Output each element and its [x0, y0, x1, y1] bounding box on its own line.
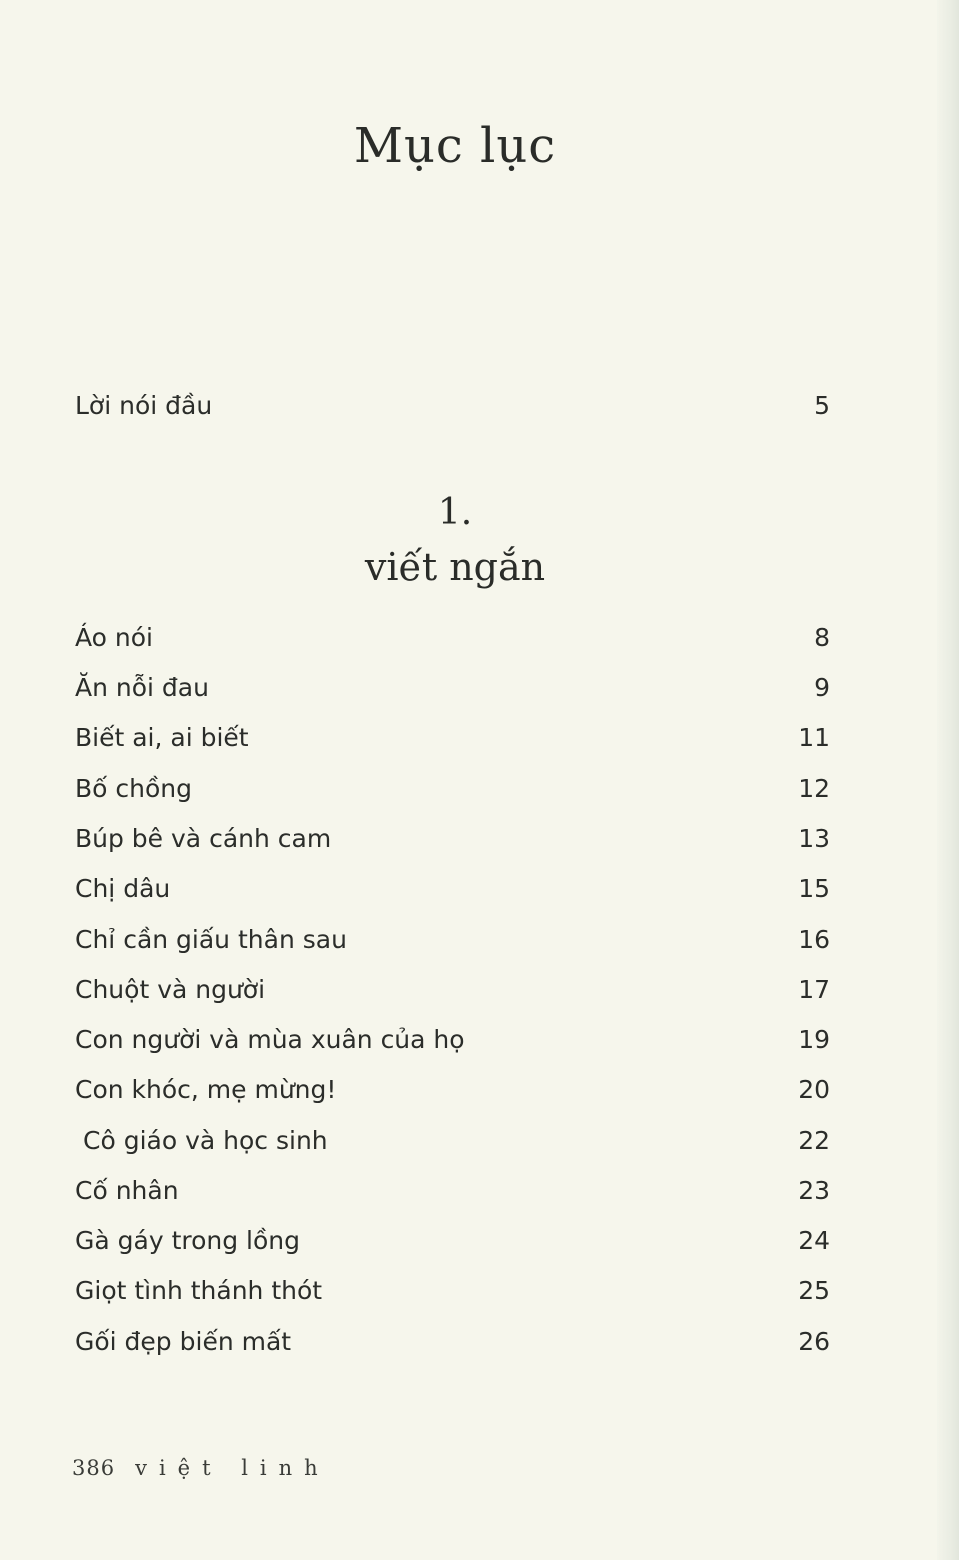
toc-entry-page: 24: [798, 1226, 830, 1255]
toc-row: [75, 1171, 830, 1211]
toc-row: [75, 1322, 830, 1362]
toc-row: [75, 920, 830, 960]
toc-entry-title: Giọt tình thánh thót: [75, 1276, 323, 1305]
toc-row: [75, 1271, 830, 1311]
toc-entry-page: 5: [814, 391, 830, 420]
toc-entry-title: Bố chồng: [75, 774, 192, 803]
toc-entry-page: 15: [798, 874, 830, 903]
page-edge: [937, 0, 959, 1560]
toc-entry-title: Con người và mùa xuân của họ: [75, 1025, 465, 1054]
toc-entry-page: 19: [798, 1025, 830, 1054]
toc-row: [75, 618, 830, 658]
section-title: viết ngắn: [364, 545, 546, 589]
toc-entry-page: 8: [814, 623, 830, 652]
toc-entry-title: Áo nói: [75, 623, 153, 652]
toc-intro-row: [75, 386, 830, 426]
toc-row: [75, 819, 830, 859]
footer-page-number: 386: [72, 1456, 116, 1480]
toc-row: [75, 769, 830, 809]
toc-row: [75, 1221, 830, 1261]
toc-entry-page: 26: [798, 1327, 830, 1356]
toc-entry-title: Gối đẹp biến mất: [75, 1327, 292, 1356]
toc-entry-page: 25: [798, 1276, 830, 1305]
toc-entry-title: Búp bê và cánh cam: [75, 824, 332, 853]
toc-entry-title: Cô giáo và học sinh: [83, 1126, 328, 1155]
toc-entry-page: 9: [814, 673, 830, 702]
toc-entry-title: Ăn nỗi đau: [75, 673, 209, 702]
toc-entry-title: Cố nhân: [75, 1176, 179, 1205]
toc-entry-page: 23: [798, 1176, 830, 1205]
toc-entry-title: Chỉ cần giấu thân sau: [75, 925, 347, 954]
section-number: 1.: [437, 492, 473, 533]
toc-entry-page: 11: [798, 723, 830, 752]
toc-entry-title: Chuột và người: [75, 975, 266, 1004]
toc-row: [75, 1121, 830, 1161]
toc-row: [75, 668, 830, 708]
footer-author: việt linh: [135, 1456, 330, 1480]
toc-entry-title: Biết ai, ai biết: [75, 723, 249, 752]
toc-entry-title: Lời nói đầu: [75, 391, 213, 420]
toc-entry-page: 13: [798, 824, 830, 853]
toc-entry-page: 12: [798, 774, 830, 803]
toc-row: [75, 1070, 830, 1110]
toc-entry-title: Gà gáy trong lồng: [75, 1226, 301, 1255]
toc-row: [75, 1020, 830, 1060]
toc-entry-page: 17: [798, 975, 830, 1004]
toc-entry-title: Con khóc, mẹ mừng!: [75, 1075, 337, 1104]
toc-entry-page: 20: [798, 1075, 830, 1104]
toc-entry-title: Chị dâu: [75, 874, 171, 903]
page-title: Mục lục: [353, 118, 557, 174]
toc-row: [75, 869, 830, 909]
toc-row: [75, 970, 830, 1010]
toc-entry-page: 22: [798, 1126, 830, 1155]
toc-row: [75, 718, 830, 758]
toc-entry-page: 16: [798, 925, 830, 954]
running-footer: [72, 1456, 330, 1480]
